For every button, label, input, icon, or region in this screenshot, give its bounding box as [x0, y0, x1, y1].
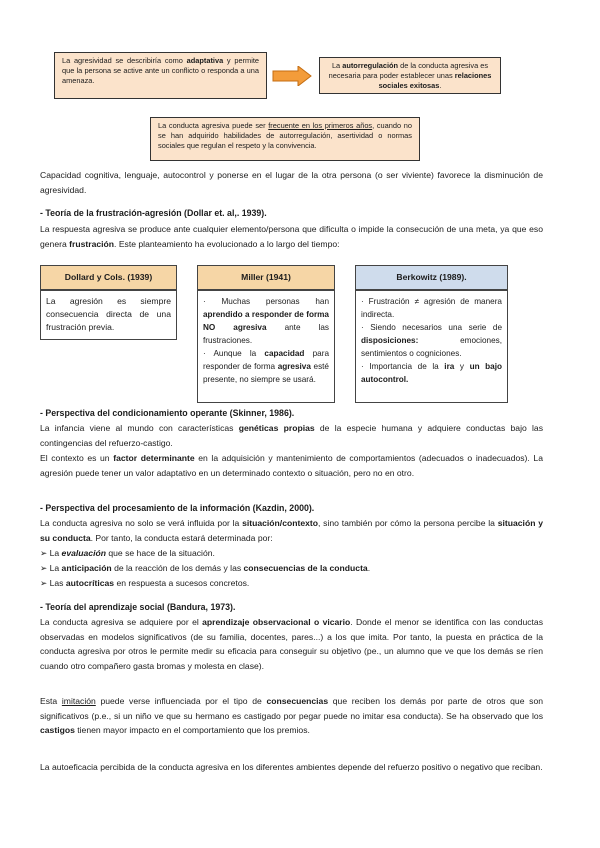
social-learning-paragraph-3: La autoeficacia percibida de la conducta agresiva en los diferentes ambientes depende del refuerzo positivo o negativo que reciban. — [40, 762, 543, 772]
operant-paragraph-2: El contexto es un factor determinante en la adquisición y mantenimiento de comportamientos (adecuados o inadecuados). La agresión puede tener un valor adaptativo en un determinado contexto o situación, pero no en otro. — [40, 453, 543, 478]
miller-bullet-2: · Aunque la capacidad para responder de forma agresiva esté presente, no siempre se usará. — [203, 349, 329, 384]
arrow-bullet-icon: ➢ — [40, 548, 48, 558]
berkowitz-body — [355, 290, 508, 403]
adaptive-aggression-box: La agresividad se describiría como adaptativa y permite que la persona se active ante un conflicto o responda a una amenaza. — [54, 52, 267, 99]
list-item: ➢ La evaluación que se hace de la situación. — [40, 548, 215, 558]
frustration-paragraph: La respuesta agresiva se produce ante cualquier elemento/persona que dificulta o impide la consecución de una meta, ya que eso genera frustración. Este planteamiento ha evolucionado a lo largo del tiempo: — [40, 224, 543, 249]
intro-paragraph: Capacidad cognitiva, lenguaje, autocontrol y ponerse en el lugar de la otra persona (o ser viviente) favorece la disminución de agresividad. — [40, 170, 543, 195]
social-learning-paragraph-2: Esta imitación puede verse influenciada por el tipo de consecuencias que reciben los demás por parte de otros que son significativos (p.e., si un niño ve que su hermano es castigado por pegar puede no imitar esa conducta). Se ha observado que los castigos tienen mayor impacto en el comportamiento que los premios. — [40, 696, 544, 735]
early-years-box: La conducta agresiva puede ser frecuente en los primeros años, cuando no se han adquirido habilidades de autorregulación, asertividad o normas sociales que regulan el respeto y la convivencia. — [150, 117, 420, 161]
miller-bullet-1: · Muchas personas han aprendido a responder de forma NO agresiva ante las frustraciones. — [203, 297, 329, 345]
operant-paragraph-1: La infancia viene al mundo con características genéticas propias de la especie humana y adquiere conductas bajo las contingencias del refuerzo-castigo. — [40, 423, 543, 448]
miller-title: Miller (1941) — [197, 265, 335, 290]
berkowitz-bullet-2: · Siendo necesarios una serie de disposiciones: emociones, sentimientos o cogniciones. — [361, 323, 502, 358]
dollard-body: La agresión es siempre consecuencia directa de una frustración previa. — [40, 290, 177, 340]
operant-heading: - Perspectiva del condicionamiento operante (Skinner, 1986). — [40, 408, 295, 418]
self-regulation-box: La autorregulación de la conducta agresiva es necesaria para poder establecer unas relaciones sociales exitosas. — [319, 57, 501, 94]
social-learning-heading: - Teoría del aprendizaje social (Bandura, 1973). — [40, 602, 236, 612]
arrow-bullet-icon: ➢ — [40, 578, 48, 588]
dollard-title: Dollard y Cols. (1939) — [40, 265, 177, 290]
list-item: ➢ Las autocríticas en respuesta a sucesos concretos. — [40, 578, 250, 588]
information-processing-heading: - Perspectiva del procesamiento de la información (Kazdin, 2000). — [40, 503, 315, 513]
arrow-bullet-icon: ➢ — [40, 563, 48, 573]
berkowitz-bullet-3: · Importancia de la ira y un bajo autocontrol. — [361, 362, 502, 384]
social-learning-paragraph-1: La conducta agresiva se adquiere por el aprendizaje observacional o vicario. Donde el menor se identifica con las conductas observadas en modelos significativos (de su familia, docentes, pares...) a los que imita. Por tanto, la puesta en práctica de la conducta agresiva por otros le permite medir su eficacia para conseguir su objetivo (pe., un alumno que ve que los demás se ríen cuando otro compañero gasta bromas y molesta en clase). — [40, 617, 543, 671]
information-processing-paragraph: La conducta agresiva no solo se verá influida por la situación/contexto, sino también por cómo la persona percibe la situación y su conducta. Por tanto, la conducta estará determinada por: — [40, 518, 543, 543]
frustration-heading: - Teoría de la frustración-agresión (Dollar et. al,. 1939). — [40, 208, 267, 218]
list-item: ➢ La anticipación de la reacción de los demás y las consecuencias de la conducta. — [40, 563, 371, 573]
berkowitz-title: Berkowitz (1989). — [355, 265, 508, 290]
miller-body — [197, 290, 335, 403]
berkowitz-bullet-1: · Frustración ≠ agresión de manera indirecta. — [361, 297, 502, 319]
right-arrow-icon — [272, 66, 312, 86]
